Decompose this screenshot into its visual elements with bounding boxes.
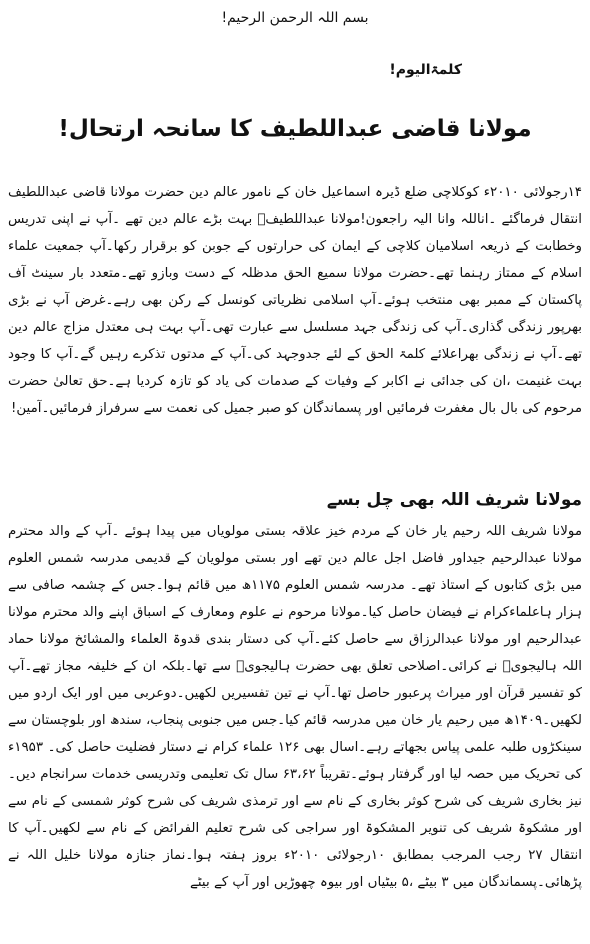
bismillah-header: بسم اللہ الرحمن الرحیم! [221, 10, 369, 26]
article-paragraph: ۱۴رجولائی ۲۰۱۰ء کوکلاچی ضلع ڈیرہ اسماعیل خان کے نامور عالم دین حضرت مولانا قاضی عبداللطیف انتقال فرماگئے ۔اناللہ وانا الیہ راجعون!مولانا عبداللطیفؒ بہت بڑے عالم دین تھے ۔آپ نے اپنی تدریس وخطابت کے ذریعہ اسلامیان کلاچی کے ایمان کی حرارتوں کے جوبن کو برقرار رکھا۔آپ جمعیت علماء اسلام کے ممتاز رہنما تھے۔حضرت مولانا سمیع الحق مدظلہ کے دست وبازو تھے۔متعدد بار سینٹ آف پاکستان کے ممبر بھی منتخب ہوئے۔آپ اسلامی نظریاتی کونسل کے رکن بھی رہے۔غرض آپ نے بڑی بھرپور زندگی گذاری۔آپ کی زندگی جہد مسلسل سے عبارت تھی۔آپ بہت ہی معتدل مزاج عالم دین تھے۔آپ نے زندگی بھراعلائے کلمۃ الحق کے لئے جدوجہد کی۔آپ کے مدتوں تذکرے رہیں گے۔آپ کا وجود بہت غنیمت ،ان کی جدائی نے اکابر کے وفیات کے صدمات کی یاد کو تازہ کردیا ہے۔حق تعالیٰ حضرت مرحوم کی بال بال مغفرت فرمائیں اور پسماندگان کو صبر جمیل کی نعمت سے سرفراز فرمائیں۔آمین! [8, 185, 582, 416]
kalima-tul-yaum-label: کلمۃالیوم! [389, 62, 462, 78]
article-body-2 [8, 518, 582, 896]
article-paragraph: مولانا شریف اللہ رحیم یار خان کے مردم خیز علاقہ بستی مولویاں میں پیدا ہوئے ۔آپ کے والد محترم مولانا عبدالرحیم جیداور فاضل اجل عالم دین تھے اور بستی مولویان کے قدیمی مدرسہ شمس العلوم میں بڑی کتابوں کے استاذ تھے۔ مدرسہ شمس العلوم ۱۱۷۵ھ میں قائم ہوا۔جس کے چشمہ صافی سے ہزار ہاعلماءکرام نے فیضان حاصل کیا۔مولانا مرحوم نے علوم ومعارف کے اسباق اپنے والد محترم مولانا عبدالرحیم اور مولانا عبدالرزاق سے حاصل کئے۔آپ کی دستار بندی قدوۃ العلماء والمشائخ مولانا حماد اللہ ہالیجویؒ نے کرائی۔اصلاحی تعلق بھی حضرت ہالیجویؒ سے تھا۔بلکہ ان کے خلیفہ مجاز تھے۔آپ کو تفسیر قرآن اور میراث پرعبور حاصل تھا۔آپ نے تین تفسیریں لکھیں۔دوعربی میں اور ایک اردو میں لکھیں۔۱۴۰۹ھ میں رحیم یار خان میں مدرسہ قائم کیا۔جس میں جنوبی پنجاب، سندھ اور بلوچستان سے سینکڑوں طلبہ علمی پیاس بجھاتے رہے۔اسال بھی ۱۲۶ علماء کرام نے دستار فضلیت حاصل کی۔ ۱۹۵۳ء کی تحریک میں حصہ لیا اور گرفتار ہوئے۔تقریباً ۶۳،۶۲ سال تک تعلیمی وتدریسی خدمات سرانجام دیں۔ نیز بخاری شریف کی شرح کوثر بخاری کے نام سے اور ترمذی شریف کی شرح کوثر شمسی کے نام سے اور مشکوۃ شریف کی تنویر المشکوۃ اور سراجی کی شرح تعلیم الفرائض کے نام سے لکھیں۔آپ کا انتقال ۲۷ رجب المرجب بمطابق ۱۰رجولائی ۲۰۱۰ء بروز ہفتہ ہوا۔نماز جنازہ مولانا خلیل اللہ نے پڑھائی۔پسماندگان میں ۳ بیٹے ،۵ بیٹیاں اور بیوہ چھوڑیں اور آپ کے بیٹے [8, 524, 583, 890]
section-heading: مولانا شریف اللہ بھی چل بسے [326, 490, 582, 510]
article-body-1 [8, 179, 582, 422]
article-title: مولانا قاضی عبداللطیف کا سانحہ ارتحال! [58, 116, 532, 142]
